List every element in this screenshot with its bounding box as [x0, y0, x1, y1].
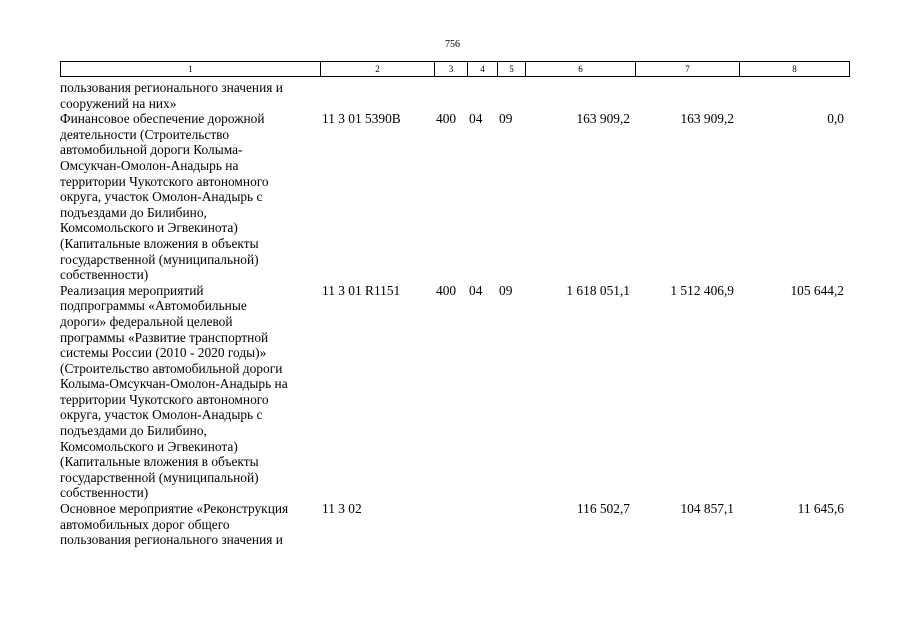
row-col3 [434, 80, 467, 111]
row-value-6: 1 618 051,1 [566, 282, 630, 298]
row-value-8: 0,0 [827, 111, 844, 127]
row-name: Реализация мероприятий подпрограммы «Автомобильные дороги» федеральной целевой программы «Развитие транспортной системы России (2010 - 2020 годы)» (Строительство автомобильной дороги Колыма-Омсукчан-Омолон-Анадырь на территории Чукотского автономного округа, участок Омолон-Анадырь с подъездами до Билибино, Комсомольского и Эгвекинота) (Капитальные вложения в объекты государственной (муниципальной) собственности) [60, 282, 288, 501]
row-value-7: 1 512 406,9 [670, 282, 734, 298]
row-col4: 04 [469, 282, 483, 298]
row-value-7 [635, 80, 739, 111]
row-col3: 400 [436, 282, 457, 298]
row-value-8: 11 645,6 [797, 501, 844, 517]
column-number: 5 [498, 62, 526, 77]
row-value-8: 105 644,2 [790, 282, 844, 298]
row-col5: 09 [499, 111, 513, 127]
table-row [60, 501, 849, 548]
column-number: 8 [740, 62, 850, 77]
row-value-8 [739, 80, 849, 111]
row-col4 [467, 501, 497, 548]
row-value-6: 116 502,7 [576, 501, 630, 517]
column-number: 6 [526, 62, 636, 77]
column-header-row [61, 62, 850, 77]
row-value-7: 163 909,2 [680, 111, 734, 127]
budget-table [60, 80, 849, 548]
table-row [60, 111, 849, 283]
column-number: 7 [636, 62, 740, 77]
row-col3: 400 [436, 111, 457, 127]
row-value-6: 163 909,2 [576, 111, 630, 127]
row-col4 [467, 80, 497, 111]
row-col4: 04 [469, 111, 483, 127]
row-code: 11 3 01 5390В [322, 111, 401, 127]
row-col5 [497, 501, 525, 548]
row-code: 11 3 01 R1151 [322, 282, 401, 298]
table-row [60, 283, 849, 501]
row-code [320, 80, 434, 111]
row-col5: 09 [499, 282, 513, 298]
column-number: 4 [468, 62, 498, 77]
row-name: пользования регионального значения и сооружений на них» [60, 80, 283, 111]
row-name: Основное мероприятие «Реконструкция автомобильных дорог общего пользования регионального значения и [60, 501, 289, 548]
row-value-6 [525, 80, 635, 111]
row-col3 [434, 501, 467, 548]
row-value-7: 104 857,1 [680, 501, 734, 517]
column-number: 1 [61, 62, 321, 77]
column-number: 3 [435, 62, 468, 77]
table-row [60, 80, 849, 111]
row-name: Финансовое обеспечение дорожной деятельности (Строительство автомобильной дороги Колыма- Омсукчан-Омолон-Анадырь на территории Чукотского автономного округа, участок Омолон-Анадырь с подъездами до Билибино, Комсомольского и Эгвекинота) (Капитальные вложения в объекты государственной (муниципальной) собственности) [60, 111, 269, 283]
row-col5 [497, 80, 525, 111]
row-code: 11 3 02 [322, 501, 362, 517]
column-header-table [60, 61, 850, 77]
page-number: 756 [445, 39, 460, 50]
column-number: 2 [321, 62, 435, 77]
